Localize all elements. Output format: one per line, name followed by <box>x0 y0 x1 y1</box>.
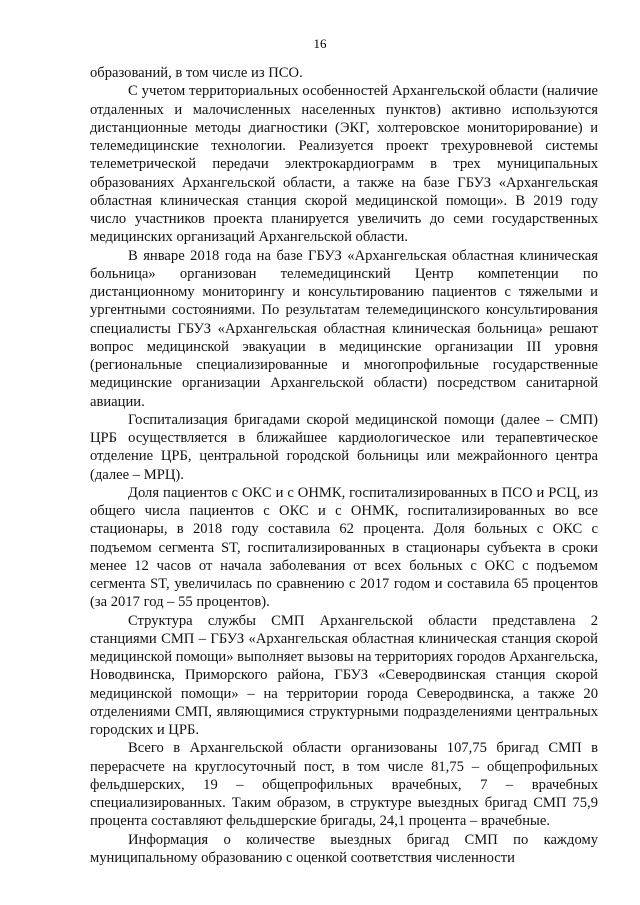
paragraph-brigades-info: Информация о количестве выездных бригад СМП по каждому муниципальному образованию с оценкой соответствия численности <box>90 831 598 866</box>
paragraph-service-structure: Структура службы СМП Архангельской области представлена 2 станциями СМП – ГБУЗ «Архангельская областная клиническая станция скорой медицинской помощи» выполняет вызовы на территориях городов Архангельска, Новодвинска, Приморского района, ГБУЗ «Северодвинская станция скорой медицинской помощи» – на территории города Северодвинска, а также 20 отделениями СМП, являющимися структурными подразделениями центральных городских и ЦРБ. <box>90 612 598 738</box>
paragraph-brigades-total: Всего в Архангельской области организованы 107,75 бригад СМП в перерасчете на круглосуточный пост, в том числе 81,75 – общепрофильных фельдшерских, 19 – общепрофильных врачебных, 7 – врачебных специализированных. Таким образом, в структуре выездных бригад СМП 75,9 процента составляют фельдшерские бригады, 24,1 процента – врачебные. <box>90 740 598 830</box>
paragraph-telemedicine: С учетом территориальных особенностей Архангельской области (наличие отдаленных и малочисленных населенных пунктов) активно используются дистанционные методы диагностики (ЭКГ, холтеровское мониторирование) и телемедицинские технологии. Реализуется проект трехуровневой системы телеметрической передачи электрокардиограмм в трех муниципальных образованиях Архангельской области, а также на базе ГБУЗ «Архангельская областная клиническая станция скорой медицинской помощи». В 2019 году число участников проекта планируется увеличить до семи государственных медицинских организаций Архангельской области. <box>90 83 598 246</box>
paragraph-patient-share: Доля пациентов с ОКС и с ОНМК, госпитализированных в ПСО и РСЦ, из общего числа пациентов с ОКС и с ОНМК, госпитализированных во все стационары, в 2018 году составила 62 процента. Доля больных с ОКС с подъемом сегмента ST, госпитализированных в стационары субъекта в сроки менее 12 часов от начала заболевания от всех больных с ОКС с подъемом сегмента ST, увеличилась по сравнению с 2017 годом и составила 65 процентов (за 2017 год – 55 процентов). <box>90 484 598 611</box>
page-number: 16 <box>313 36 327 51</box>
paragraph-competence-center: В январе 2018 года на базе ГБУЗ «Архангельская областная клиническая больница» организован телемедицинский Центр компетенции по дистанционному мониторингу и консультированию пациентов с тяжелыми и ургентными состояниями. По результатам телемедицинского консультирования специалисты ГБУЗ «Архангельская областная клиническая больница» решают вопрос медицинской эвакуации в медицинские организации III уровня (региональные специализированные и многопрофильные государственные медицинские организации Архангельской области) посредством санитарной авиации. <box>90 247 598 410</box>
document-body <box>90 64 598 867</box>
paragraph-hospitalization: Госпитализация бригадами скорой медицинской помощи (далее – СМП) ЦРБ осуществляется в ближайшее кардиологическое или терапевтическое отделение ЦРБ, центральной городской больницы или межрайонного центра (далее – МРЦ). <box>90 411 598 483</box>
paragraph-continuation: образований, в том числе из ПСО. <box>90 65 303 81</box>
